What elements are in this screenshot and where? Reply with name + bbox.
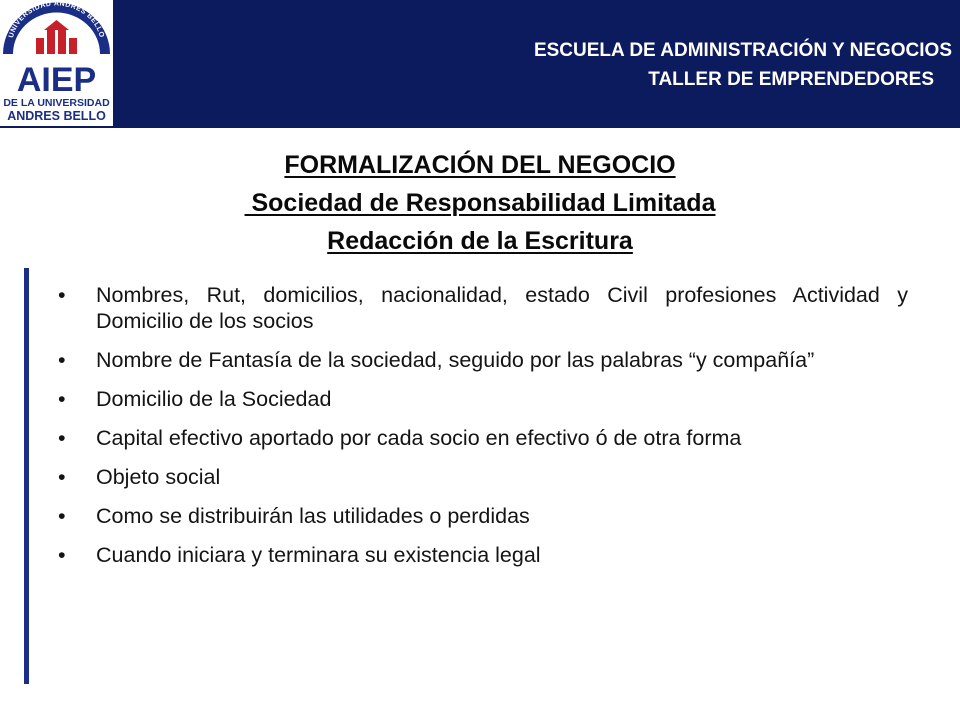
bullet-icon: •: [58, 387, 66, 411]
building-icon: [36, 20, 77, 54]
title-line-1: FORMALIZACIÓN DEL NEGOCIO: [284, 151, 676, 179]
title-line-2: Sociedad de Responsabilidad Limitada: [244, 189, 716, 217]
list-item-text: Capital efectivo aportado por cada socio en efectivo ó de otra forma: [96, 426, 742, 450]
logo-graphic: [0, 0, 113, 126]
header-bar: [0, 0, 960, 128]
bullet-icon: •: [58, 543, 66, 567]
workshop-name: TALLER DE EMPRENDEDORES: [648, 69, 934, 90]
header-text: [534, 36, 952, 94]
list-item: [58, 464, 908, 490]
list-item: [58, 542, 908, 568]
logo-arc-text: UNIVERSIDAD ANDRES BELLO: [7, 0, 106, 39]
bullet-icon: •: [58, 465, 66, 489]
slide-title: [0, 146, 960, 260]
list-item-text: Nombre de Fantasía de la sociedad, seguido por las palabras “y compañía”: [96, 348, 815, 372]
list-item-text: Objeto social: [96, 465, 221, 489]
list-item-text: Cuando iniciara y terminara su existencia legal: [96, 543, 541, 567]
accent-rule: [24, 268, 29, 684]
list-item: [58, 386, 908, 412]
logo-subtitle-1: DE LA UNIVERSIDAD: [3, 97, 110, 109]
list-item: [58, 347, 908, 373]
aiep-logo: [0, 0, 113, 126]
bullet-icon: •: [58, 348, 66, 372]
bullet-icon: •: [58, 504, 66, 528]
bullet-list: [58, 282, 908, 581]
school-name: ESCUELA DE ADMINISTRACIÓN Y NEGOCIOS: [533, 40, 952, 61]
list-item-text: Nombres, Rut, domicilios, nacionalidad, estado Civil profesiones Actividad y Domicilio de los socios: [96, 283, 908, 333]
list-item: [58, 425, 908, 451]
list-item-text: Como se distribuirán las utilidades o perdidas: [96, 504, 530, 528]
bullet-icon: •: [58, 426, 66, 450]
svg-text:UNIVERSIDAD ANDRES BELLO: [8, 1, 105, 39]
list-item: [58, 503, 908, 529]
logo-subtitle-2: ANDRES BELLO: [7, 109, 106, 123]
list-item-text: Domicilio de la Sociedad: [96, 387, 332, 411]
title-line-3: Redacción de la Escritura: [327, 227, 633, 255]
logo-wordmark: AIEP: [16, 61, 97, 99]
list-item: [58, 282, 908, 334]
bullet-icon: •: [58, 283, 66, 307]
